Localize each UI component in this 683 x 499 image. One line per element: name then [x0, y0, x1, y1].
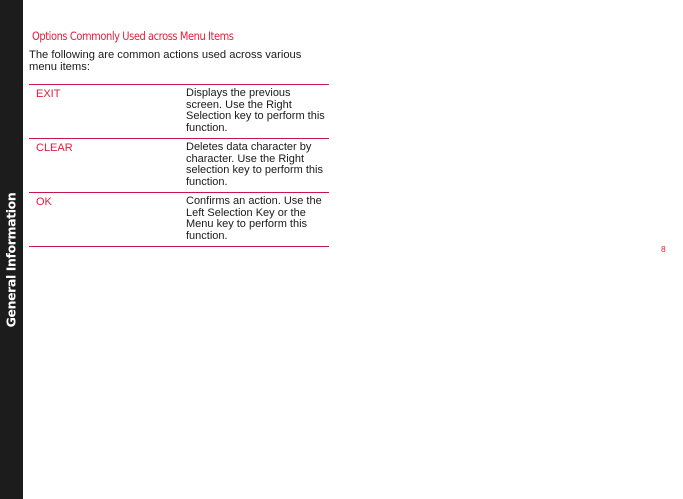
chapter-side-tab [0, 0, 23, 499]
intro-paragraph: The following are common actions used across various menu items: [29, 49, 302, 73]
table-row-exit [29, 85, 329, 139]
option-name: EXIT [36, 88, 61, 100]
section-heading: Options Commonly Used across Menu Items [32, 29, 234, 43]
option-name: CLEAR [36, 142, 73, 154]
option-description: Deletes data character by character. Use the Right selection key to perform this function. [186, 141, 323, 188]
option-description: Displays the previous screen. Use the Right Selection key to perform this function. [186, 87, 325, 134]
option-name: OK [36, 196, 52, 208]
chapter-tab-label: General Information [3, 192, 19, 328]
table-row-ok [29, 193, 329, 247]
options-table [29, 84, 329, 247]
option-description: Confirms an action. Use the Left Selection Key or the Menu key to perform this function. [186, 195, 322, 242]
page-number: 8 [661, 244, 666, 254]
table-row-clear [29, 139, 329, 193]
